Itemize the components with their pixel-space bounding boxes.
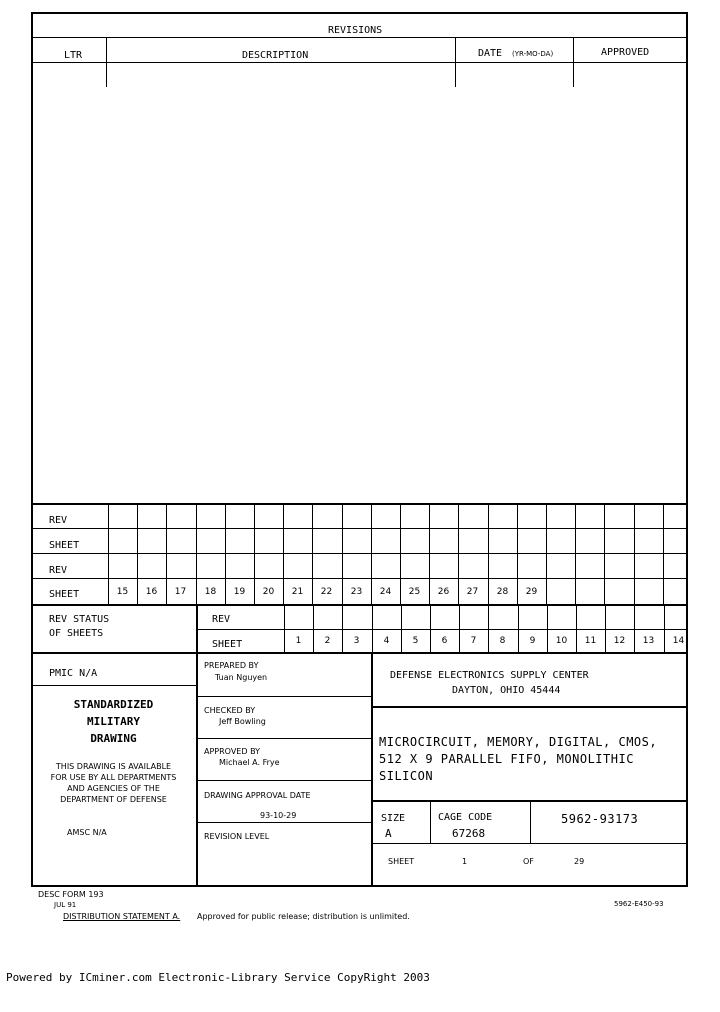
lower-sheet-number: 6 <box>441 636 448 646</box>
form-number: DESC FORM 193 <box>38 890 104 899</box>
prepared-divider <box>196 696 371 697</box>
lower-sheet-number: 12 <box>613 636 626 646</box>
lower-sheet-number: 11 <box>584 636 597 646</box>
upper-sheet-number: 23 <box>350 587 363 597</box>
approved-by-name: Michael A. Frye <box>219 758 280 767</box>
pmic-divider <box>31 685 196 686</box>
drawing-number: 5962-93173 <box>561 812 639 826</box>
lower-sheet-number: 5 <box>412 636 419 646</box>
grid-row-line <box>196 629 688 630</box>
cage-col-divider <box>530 800 531 843</box>
form-code: 5962-E450-93 <box>614 900 664 908</box>
drawing-title-line3: SILICON <box>379 769 434 783</box>
prepared-by-name: Tuan Nguyen <box>215 673 268 682</box>
approved-by-label: APPROVED BY <box>204 747 261 756</box>
approved-col-divider <box>573 37 574 87</box>
cage-code-label: CAGE CODE <box>438 812 493 823</box>
date-col-divider <box>455 37 456 87</box>
lower-sheet-number: 10 <box>555 636 568 646</box>
grid-col-line <box>546 503 547 604</box>
title-block-top-border <box>31 652 688 654</box>
upper-sheet-number: 18 <box>204 587 217 597</box>
pmic-text: PMIC N/A <box>49 668 98 679</box>
upper-sheet-number: 17 <box>174 587 187 597</box>
availability-line3: AND AGENCIES OF THE <box>67 784 160 793</box>
drawing-title-line2: 512 X 9 PARALLEL FIFO, MONOLITHIC <box>379 752 634 766</box>
sheet-label-1: SHEET <box>49 540 80 551</box>
total-sheets-value: 29 <box>574 857 585 866</box>
title-left-col-divider <box>196 604 198 887</box>
grid-row-line <box>31 503 688 505</box>
powered-by-text: Powered by ICminer.com Electronic-Library Service CopyRight 2003 <box>6 971 430 984</box>
form-date: JUL 91 <box>54 901 77 909</box>
upper-sheet-number: 16 <box>145 587 158 597</box>
approval-date-label: DRAWING APPROVAL DATE <box>204 791 311 800</box>
amsc-text: AMSC N/A <box>67 828 107 837</box>
distribution-statement-text: Approved for public release; distribution is unlimited. <box>197 912 410 921</box>
lower-sheet-number: 3 <box>353 636 360 646</box>
revisions-title: REVISIONS <box>328 25 383 36</box>
rev-label-3: REV <box>212 614 231 625</box>
checked-divider <box>196 738 371 739</box>
size-label: SIZE <box>381 813 406 824</box>
sheet-label-3: SHEET <box>212 639 243 650</box>
availability-line2: FOR USE BY ALL DEPARTMENTS <box>50 773 177 782</box>
rev-status-line2: OF SHEETS <box>49 628 104 639</box>
sheet-label-2: SHEET <box>49 589 80 600</box>
grid-col-line <box>604 503 605 604</box>
sheet-value: 1 <box>462 857 468 866</box>
prepared-by-label: PREPARED BY <box>204 661 259 670</box>
rev-status-line1: REV STATUS <box>49 614 110 625</box>
lower-sheet-number: 1 <box>295 636 302 646</box>
agency-line2: DAYTON, OHIO 45444 <box>452 685 561 696</box>
date-header: DATE <box>478 48 503 59</box>
upper-sheet-number: 22 <box>320 587 333 597</box>
checked-by-name: Jeff Bowling <box>219 717 266 726</box>
revisions-divider <box>31 37 688 38</box>
size-col-divider <box>430 800 431 843</box>
availability-line4: DEPARTMENT OF DEFENSE <box>60 795 167 804</box>
lower-sheet-number: 8 <box>499 636 506 646</box>
distribution-statement-label: DISTRIBUTION STATEMENT A. <box>63 912 181 921</box>
ltr-header: LTR <box>64 50 83 61</box>
upper-sheet-number: 28 <box>496 587 509 597</box>
grid-row-line <box>31 528 688 529</box>
size-value: A <box>385 827 392 840</box>
grid-row-line <box>31 578 688 579</box>
approved-header: APPROVED <box>601 47 650 58</box>
grid-row-line <box>31 604 688 606</box>
upper-sheet-number: 15 <box>116 587 129 597</box>
lower-sheet-number: 4 <box>383 636 390 646</box>
upper-sheet-number: 29 <box>525 587 538 597</box>
sheet-label: SHEET <box>388 857 415 866</box>
checked-by-label: CHECKED BY <box>204 706 256 715</box>
upper-sheet-number: 19 <box>233 587 246 597</box>
grid-col-line <box>634 503 635 604</box>
agency-line1: DEFENSE ELECTRONICS SUPPLY CENTER <box>390 670 589 681</box>
grid-col-line <box>575 503 576 604</box>
title-mid-col-divider <box>371 652 373 887</box>
availability-line1: THIS DRAWING IS AVAILABLE <box>55 762 172 771</box>
rev-label-2: REV <box>49 565 68 576</box>
ltr-col-divider <box>106 37 107 87</box>
revisions-header-divider <box>31 62 688 63</box>
grid-row-line <box>31 553 688 554</box>
drawing-title-line1: MICROCIRCUIT, MEMORY, DIGITAL, CMOS, <box>379 735 658 749</box>
of-label: OF <box>523 857 534 866</box>
upper-sheet-number: 27 <box>466 587 479 597</box>
upper-sheet-number: 24 <box>379 587 392 597</box>
upper-sheet-number: 21 <box>291 587 304 597</box>
date-format-header: (YR-MO-DA) <box>512 50 554 58</box>
description-header: DESCRIPTION <box>242 50 309 61</box>
smd-line1: STANDARDIZED <box>73 698 154 711</box>
upper-sheet-number: 20 <box>262 587 275 597</box>
revision-level-label: REVISION LEVEL <box>204 832 270 841</box>
size-divider <box>371 843 688 844</box>
lower-sheet-number: 7 <box>470 636 477 646</box>
grid-col-line <box>663 503 664 604</box>
upper-sheet-number: 26 <box>437 587 450 597</box>
smd-line2: MILITARY <box>87 715 140 728</box>
lower-sheet-number: 9 <box>529 636 536 646</box>
approved-divider <box>196 780 371 781</box>
upper-sheet-number: 25 <box>408 587 421 597</box>
cage-code-value: 67268 <box>452 827 486 840</box>
approval-date-value: 93-10-29 <box>260 811 297 820</box>
agency-divider <box>371 706 688 708</box>
lower-sheet-number: 2 <box>324 636 331 646</box>
approval-date-divider <box>196 822 371 823</box>
rev-label-1: REV <box>49 515 68 526</box>
smd-line3: DRAWING <box>90 732 137 745</box>
lower-sheet-number: 14 <box>672 636 685 646</box>
lower-sheet-number: 13 <box>642 636 655 646</box>
